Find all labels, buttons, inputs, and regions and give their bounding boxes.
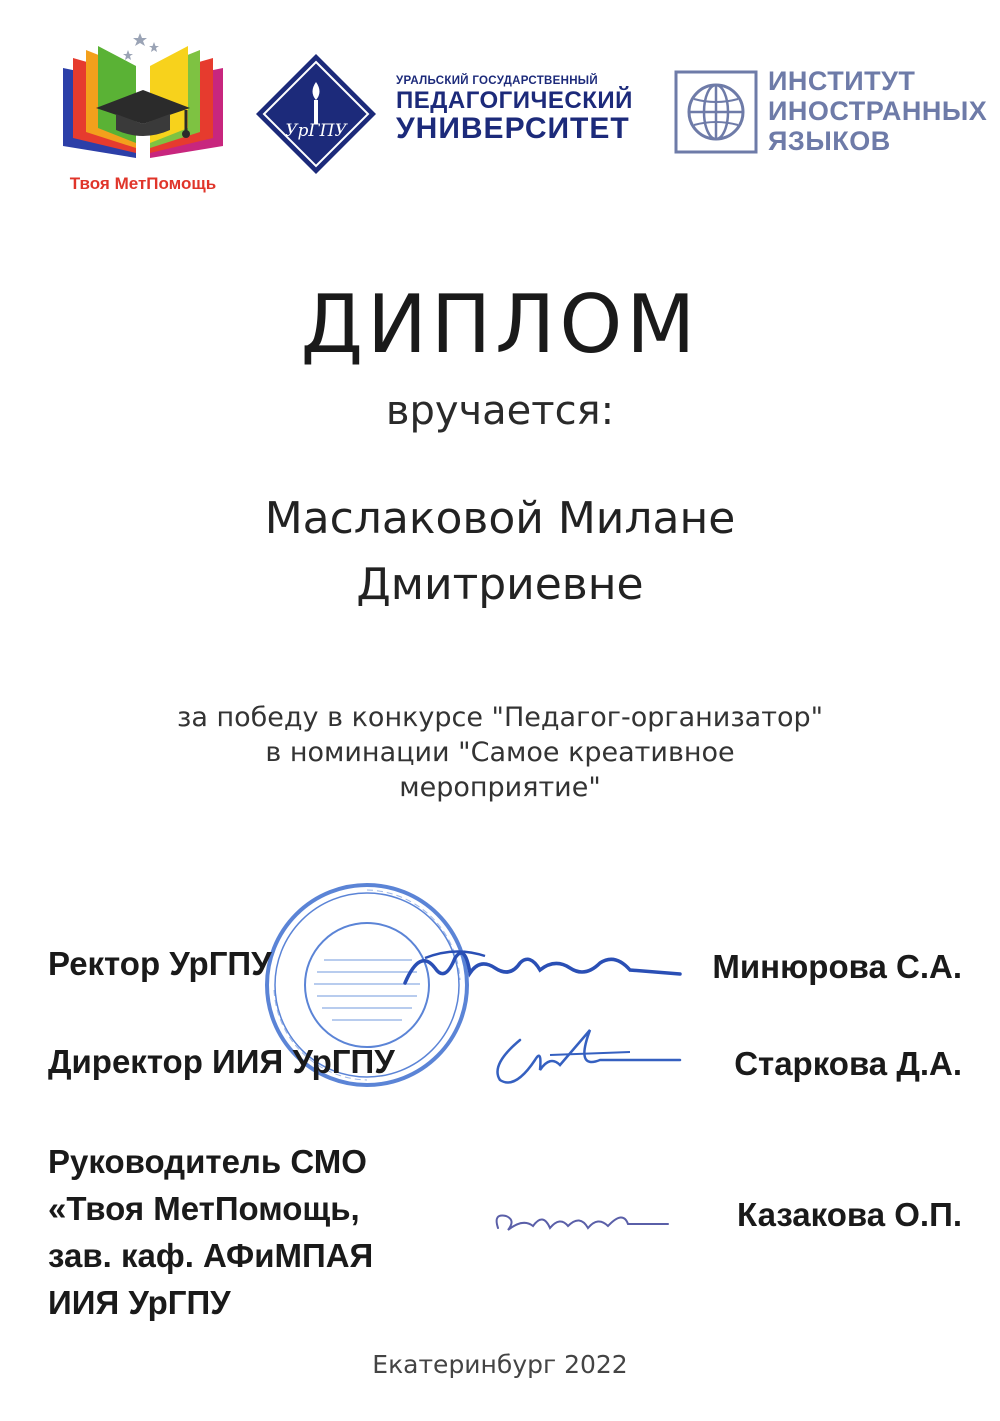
iiya-line-3: ЯЗЫКОВ [768, 126, 891, 156]
iiya-line-1: ИНСТИТУТ [768, 66, 916, 96]
signer-role-director [48, 1038, 395, 1085]
urgpu-line-1: УРАЛЬСКИЙ ГОСУДАРСТВЕННЫЙ [396, 75, 598, 87]
handwritten-signature-icon [395, 928, 685, 1008]
signer-role-rector [48, 940, 272, 987]
signer-name-director: Старкова Д.А. [734, 1045, 962, 1082]
iiya-line-2: ИНОСТРАННЫХ [768, 96, 988, 126]
diamond-emblem-icon [254, 52, 378, 176]
role-line: «Твоя МетПомощь, [48, 1190, 360, 1227]
role-line: зав. каф. АФиМПАЯ [48, 1237, 374, 1274]
role-line: Ректор УрГПУ [48, 945, 272, 982]
signature-head [488, 1188, 678, 1252]
handwritten-signature-icon [480, 1010, 690, 1100]
iiya-wordmark [768, 66, 998, 156]
urgpu-line-2: ПЕДАГОГИЧЕСКИЙ [396, 87, 633, 114]
diploma-title: ДИПЛОМ [300, 278, 700, 371]
role-line: Директор ИИЯ УрГПУ [48, 1043, 395, 1080]
signer-role-head [48, 1138, 468, 1326]
globe-icon [674, 70, 758, 154]
signature-rector [395, 928, 685, 1012]
iiya-logo [674, 70, 758, 158]
signature-director [480, 1010, 690, 1104]
handwritten-signature-icon [488, 1188, 678, 1248]
role-line: Руководитель СМО [48, 1143, 367, 1180]
urgpu-emblem-text: УрГПУ [285, 121, 347, 141]
urgpu-wordmark [396, 74, 666, 144]
reason-line-2: в номинации "Самое креативное [265, 737, 735, 768]
urgpu-emblem [254, 52, 378, 180]
reason-line-3: мероприятие" [399, 772, 601, 803]
recipient-line-1: Маслаковой Милане [264, 493, 736, 544]
metpomosh-caption: Твоя МетПомощь [69, 174, 217, 193]
city-year: Екатеринбург 2022 [372, 1350, 628, 1379]
recipient-name [0, 486, 1000, 618]
reason-line-1: за победу в конкурсе "Педагог-организатор" [176, 702, 824, 733]
metpomosh-logo [48, 28, 238, 198]
book-graduation-cap-icon [58, 28, 228, 168]
award-reason [0, 700, 1000, 805]
diploma-subtitle: вручается: [385, 388, 615, 434]
role-line: ИИЯ УрГПУ [48, 1284, 231, 1321]
signer-name-head: Казакова О.П. [737, 1196, 962, 1233]
recipient-line-2: Дмитриевне [356, 559, 644, 610]
urgpu-line-3: УНИВЕРСИТЕТ [396, 112, 630, 145]
signer-name-rector: Минюрова С.А. [712, 948, 962, 985]
